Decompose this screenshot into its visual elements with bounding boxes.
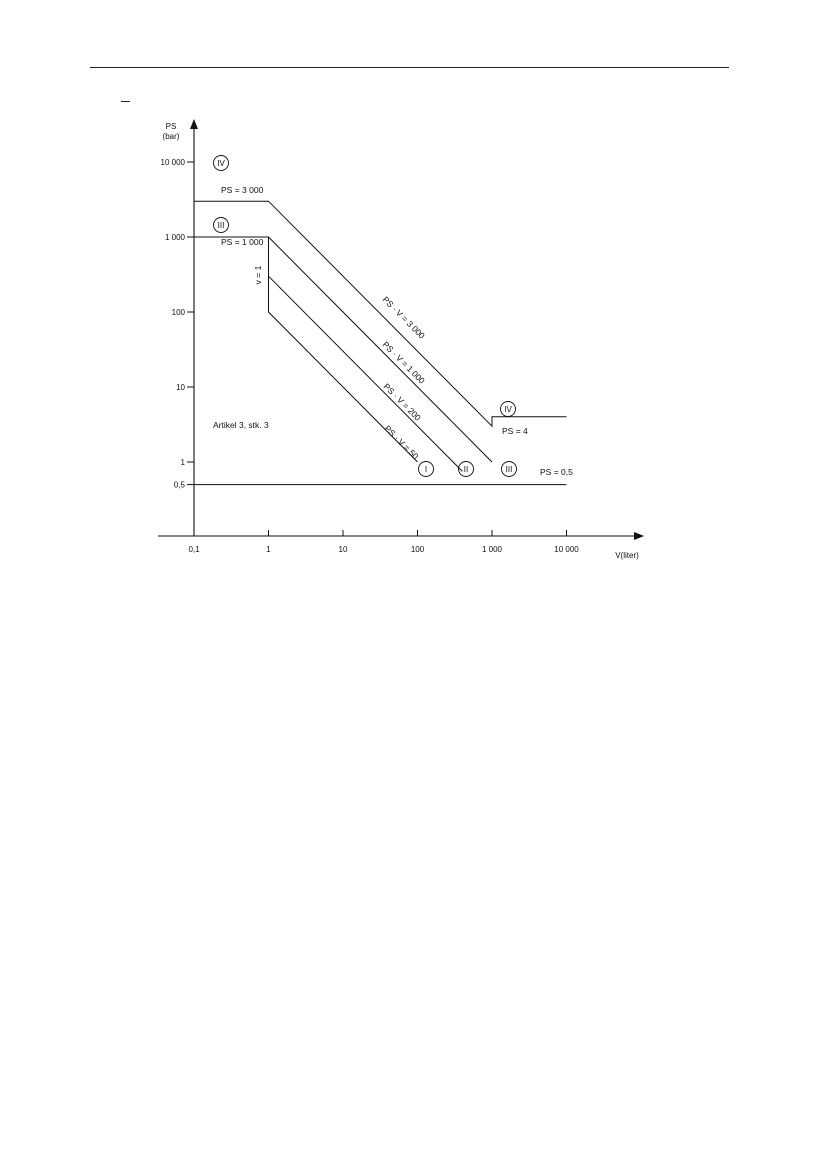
line-label: PS · V = 50 <box>382 423 421 462</box>
category-label: IV <box>504 405 512 414</box>
boundary-line-3 <box>269 276 463 471</box>
category-marker <box>459 462 474 477</box>
category-marker <box>214 218 229 233</box>
y-tick-label: 100 <box>171 308 185 317</box>
x-tick-label: 1 000 <box>481 545 503 554</box>
y-axis-label-line-1: PS <box>165 122 177 131</box>
annotations <box>213 420 269 430</box>
y-tick-label: 1 <box>180 458 185 467</box>
category-label: II <box>463 465 469 474</box>
category-label: I <box>424 465 428 474</box>
x-tick-label: 10 <box>338 545 348 554</box>
line-label: PS = 1 000 <box>221 237 264 247</box>
category-marker <box>501 402 516 417</box>
y-tick-label: 0,5 <box>173 480 185 490</box>
x-tick-label: 1 <box>266 545 271 554</box>
x-tick-label: 10 000 <box>554 545 579 554</box>
y-tick-label: 10 <box>176 383 185 392</box>
line-label: PS = 4 <box>502 426 528 436</box>
line-label: PS = 0,5 <box>540 467 573 477</box>
category-label: IV <box>217 159 225 168</box>
category-label: III <box>217 221 225 230</box>
x-tick-label: 0,1 <box>188 545 200 554</box>
line-label: v = 1 <box>253 265 263 285</box>
y-tick-label: 10 000 <box>160 158 185 167</box>
x-tick-label: 100 <box>410 545 425 554</box>
category-label: III <box>505 465 513 474</box>
line-label: PS · V = 200 <box>381 381 423 423</box>
category-marker <box>419 462 434 477</box>
category-marker <box>214 156 229 171</box>
boundary-line-0 <box>194 201 567 426</box>
line-label: PS · V = 1 000 <box>380 339 427 386</box>
category-marker <box>502 462 517 477</box>
x-axis-label: V(liter) <box>615 551 639 560</box>
line-label: PS · V = 3 000 <box>380 294 427 341</box>
ticks <box>161 158 580 554</box>
y-axis-label-line-2: (bar) <box>162 132 180 141</box>
annotation-artikel: Artikel 3, stk. 3 <box>213 420 269 430</box>
y-tick-label: 1 000 <box>164 233 185 242</box>
line-label: PS = 3 000 <box>221 185 264 195</box>
